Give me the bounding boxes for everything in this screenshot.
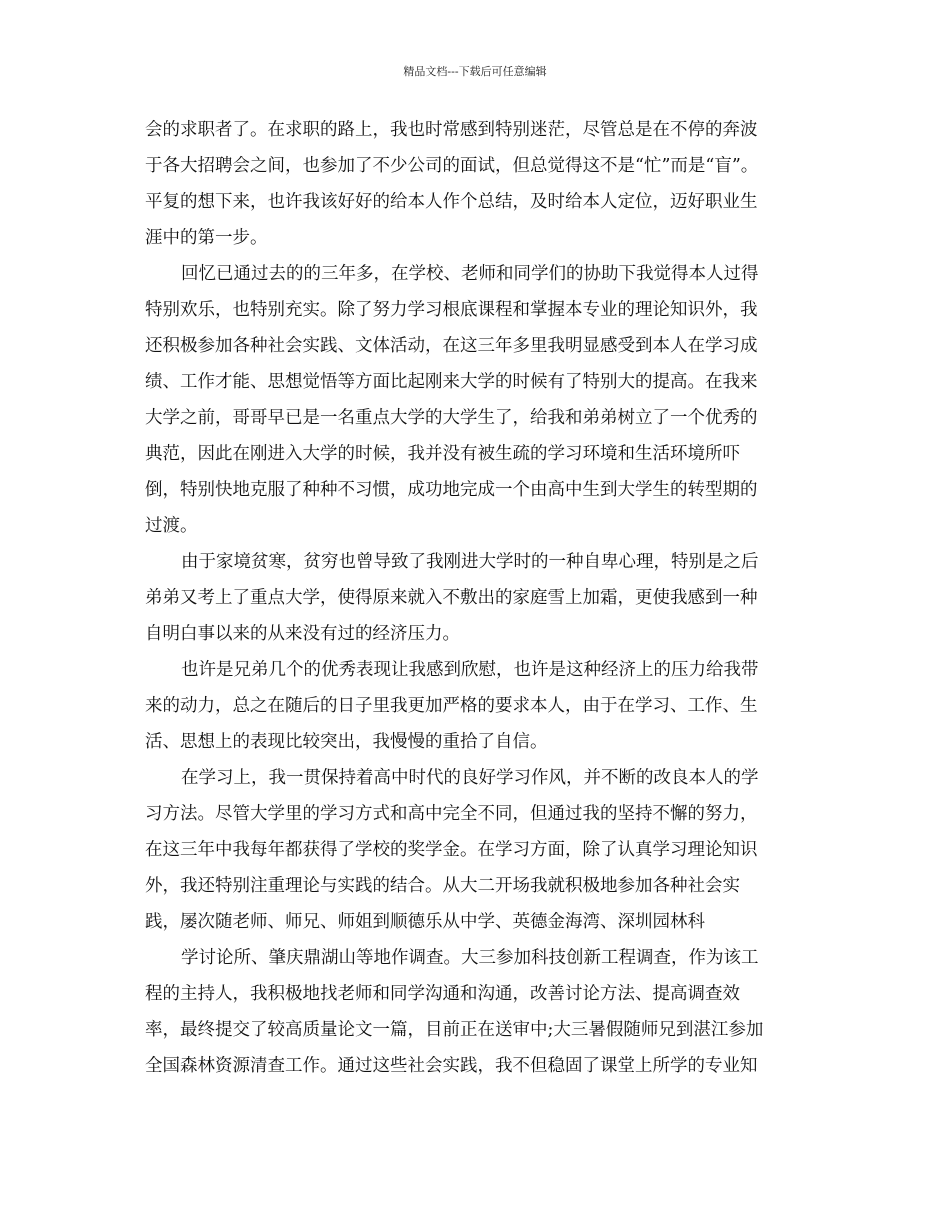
text-line: 涯中的第一步。 [145,228,268,248]
page-header: 精品文档---下载后可任意编辑 [403,65,547,78]
text-line: 弟弟又考上了重点大学，使得原来就入不敷出的家庭雪上加霜，更使我感到一种 [145,588,758,608]
text-line: 外，我还特别注重理论与实践的结合。从大二开场我就积极地参加各种社会实 [145,876,740,896]
text-line: 特别欢乐，也特别充实。除了努力学习根底课程和掌握本专业的理论知识外，我 [145,300,758,320]
text-line: 绩、工作才能、思想觉悟等方面比起刚来大学的时候有了特别大的提高。在我来 [145,372,758,392]
text-line: 于各大招聘会之间，也参加了不少公司的面试，但总觉得这不是“忙”而是“盲”。 [145,156,759,176]
text-line: 倒，特别快地克服了种种不习惯，成功地完成一个由高中生到大学生的转型期的 [145,480,758,500]
paragraph-first-line: 在学习上，我一贯保持着高中时代的良好学习作风，并不断的改良本人的学 [181,768,759,788]
text-line: 典范，因此在刚进入大学的时候，我并没有被生疏的学习环境和生活环境所吓 [145,444,740,464]
document-body [145,112,805,1084]
paragraph-first-line: 也许是兄弟几个的优秀表现让我感到欣慰，也许是这种经济上的压力给我带 [181,660,759,680]
paragraph-first-line: 回忆已通过去的的三年多，在学校、老师和同学们的协助下我觉得本人过得 [181,264,759,284]
text-line: 率，最终提交了较高质量论文一篇，目前正在送审中;大三暑假随师兄到湛江参加 [145,1020,764,1040]
text-line: 自明白事以来的从来没有过的经济压力。 [145,624,460,644]
text-line: 活、思想上的表现比较突出，我慢慢的重拾了自信。 [145,732,548,752]
text-line: 过渡。 [145,516,198,536]
paragraph-first-line: 学讨论所、肇庆鼎湖山等地作调查。大三参加科技创新工程调查，作为该工 [181,948,759,968]
text-line: 还积极参加各种社会实践、文体活动，在这三年多里我明显感受到本人在学习成 [145,336,758,356]
text-line: 来的动力，总之在随后的日子里我更加严格的要求本人，由于在学习、工作、生 [145,696,758,716]
text-line: 平复的想下来，也许我该好好的给本人作个总结，及时给本人定位，迈好职业生 [145,192,758,212]
text-line: 习方法。尽管大学里的学习方式和高中完全不同，但通过我的坚持不懈的努力， [145,804,758,824]
text-line: 会的求职者了。在求职的路上，我也时常感到特别迷茫，尽管总是在不停的奔波 [145,120,758,140]
text-line: 全国森林资源清查工作。通过这些社会实践，我不但稳固了课堂上所学的专业知 [145,1056,758,1076]
text-line: 程的主持人，我积极地找老师和同学沟通和沟通，改善讨论方法、提高调查效 [145,984,740,1004]
text-line: 践，屡次随老师、师兄、师姐到顺德乐从中学、英德金海湾、深圳园林科 [145,912,705,932]
paragraph-first-line: 由于家境贫寒，贫穷也曾导致了我刚进大学时的一种自卑心理，特别是之后 [181,552,759,572]
text-line: 大学之前，哥哥早已是一名重点大学的大学生了，给我和弟弟树立了一个优秀的 [145,408,758,428]
text-line: 在这三年中我每年都获得了学校的奖学金。在学习方面，除了认真学习理论知识 [145,840,758,860]
